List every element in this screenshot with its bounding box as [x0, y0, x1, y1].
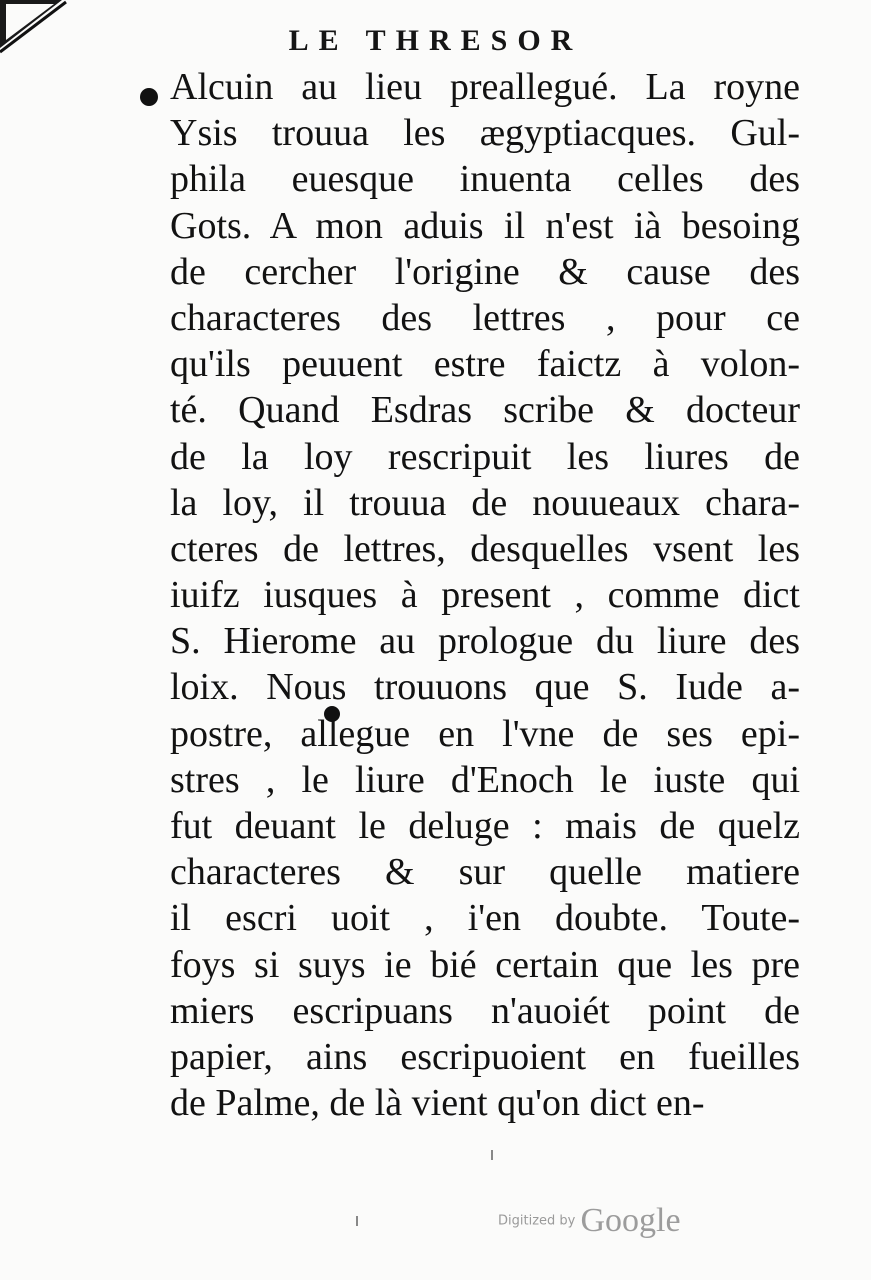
- stray-mark: [491, 1150, 493, 1160]
- stray-mark: [356, 1216, 358, 1226]
- text-line: de Palme, de là vient qu'on dict en-: [170, 1082, 705, 1125]
- text-line: de cercher l'origine & cause des: [170, 250, 800, 293]
- watermark-prefix: Digitized by: [498, 1213, 576, 1229]
- ink-blot: [140, 88, 158, 106]
- text-line: characteres des lettres , pour ce: [170, 296, 800, 339]
- body-text: [170, 64, 800, 1126]
- text-line: miers escripuans n'auoiét point de: [170, 989, 800, 1032]
- text-line: phila euesque inuenta celles des: [170, 158, 800, 201]
- text-line: té. Quand Esdras scribe & docteur: [170, 389, 800, 432]
- text-line: il escri uoit , i'en doubte. Toute-: [170, 897, 800, 940]
- text-line: postre, allegue en l'vne de ses epi-: [170, 712, 800, 755]
- text-line: papier, ains escripuoient en fueilles: [170, 1035, 800, 1078]
- text-line: de la loy rescripuit les liures de: [170, 435, 800, 478]
- text-line: loix. Nous trouuons que S. Iude a-: [170, 666, 800, 709]
- text-line: stres , le liure d'Enoch le iuste qui: [170, 758, 800, 801]
- text-line: fut deuant le deluge : mais de quelz: [170, 805, 800, 847]
- text-line: la loy, il trouua de nouueaux chara-: [170, 481, 800, 524]
- text-line: Ysis trouua les ægyptiacques. Gul-: [170, 112, 800, 155]
- text-line: cteres de lettres, desquelles vsent les: [170, 527, 800, 570]
- text-line: Gots. A mon aduis il n'est ià besoing: [170, 204, 800, 247]
- digitized-watermark: [498, 1202, 681, 1240]
- google-logo: Google: [580, 1202, 681, 1239]
- text-line: Alcuin au lieu preallegué. La royne: [170, 66, 800, 108]
- text-line: foys si suys ie bié certain que les pre: [170, 943, 800, 986]
- text-line: characteres & sur quelle matiere: [170, 851, 800, 894]
- text-line: iuifz iusques à present , comme dict: [170, 574, 800, 617]
- text-line: qu'ils peuuent estre faictz à volon-: [170, 343, 800, 386]
- running-title: LE THRESOR: [288, 24, 583, 57]
- text-line: S. Hierome au prologue du liure des: [170, 620, 800, 663]
